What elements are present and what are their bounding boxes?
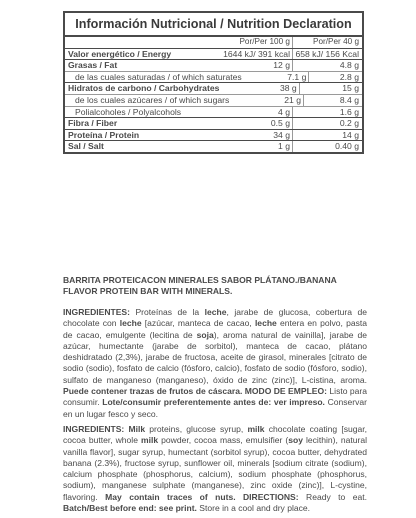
ingredient-text-bold: INGREDIENTES: bbox=[63, 307, 130, 317]
value-per-40g: 0.40 g bbox=[335, 141, 359, 152]
ingredient-text-bold: soja bbox=[196, 329, 214, 340]
product-name: BARRITA PROTEICACON MINERALES SABOR PLÁTANO./BANANA FLAVOR PROTEIN BAR WITH MINERALS. bbox=[63, 275, 337, 297]
ingredient-text-bold: May contain traces of nuts. DIRECTIONS: bbox=[105, 491, 299, 502]
ingredient-text: Listo para consumir. bbox=[63, 386, 367, 408]
value-per-100g: 4 g bbox=[204, 107, 293, 118]
nutrition-row bbox=[65, 83, 362, 95]
value-per-40g: 14 g bbox=[342, 129, 359, 140]
nutrient-label: Polialcoholes / Polyalcohols bbox=[75, 106, 182, 117]
ingredient-text-bold: leche bbox=[254, 318, 277, 329]
nutrition-row bbox=[65, 107, 362, 119]
ingredient-text: chocolate coating [sugar, cocoa butter, whole bbox=[63, 423, 367, 446]
ingredients-english bbox=[63, 424, 367, 514]
value-per-100g: 7.1 g bbox=[242, 72, 310, 83]
nutrition-row bbox=[65, 130, 362, 142]
ingredient-text: Conservar en un lugar fesco y seco. bbox=[63, 397, 367, 419]
col-header-100g: Por/Per 100 g bbox=[204, 37, 293, 48]
ingredient-text: ), aroma natural de vainilla], jarabe de azúcar, humectante (jarabe de sorbitol), manteca de cacao, plátano deshidratado (2,3%), jarabe de fructosa, aceite de girasol, minerales [citrato de sodio (sodio), fosfato de calcio (fósforo, calcio), fosfato de sodio (fósforo, sodio), sulfato de manganeso (manganeso), óxido de zinc (zinc)], L-cistina, aroma. bbox=[63, 329, 367, 385]
value-per-100g: 1 g bbox=[204, 141, 293, 152]
value-per-40g: 8.4 g bbox=[339, 94, 359, 105]
nutrient-label: Sal / Salt bbox=[68, 141, 104, 152]
nutrient-label: Fibra / Fiber bbox=[68, 118, 118, 129]
value-per-40g: 2.8 g bbox=[339, 71, 359, 82]
nutrition-table-title: Información Nutricional / Nutrition Declaration bbox=[65, 13, 362, 37]
nutrition-table-header bbox=[65, 37, 362, 49]
nutrient-label: de los cuales azúcares / of which sugars bbox=[75, 94, 230, 105]
nutrition-row bbox=[65, 49, 362, 61]
value-per-100g: 12 g bbox=[204, 60, 293, 71]
ingredient-text: Ready to eat. bbox=[298, 491, 367, 502]
nutrition-row bbox=[65, 118, 362, 130]
value-per-40g: 1.6 g bbox=[339, 106, 359, 117]
ingredient-text-bold: leche bbox=[119, 318, 142, 329]
ingredient-text: Proteínas de la bbox=[129, 307, 205, 317]
nutrient-label: Hidratos de carbono / Carbohydrates bbox=[68, 83, 220, 94]
col-header-40g: Por/Per 40 g bbox=[313, 37, 359, 46]
value-per-100g: 38 g bbox=[219, 83, 299, 94]
ingredient-text-bold: Puede contener trazas de frutos de cáscara. MODO DE EMPLEO: bbox=[63, 386, 327, 397]
nutrient-label: Grasas / Fat bbox=[68, 60, 118, 71]
value-per-40g: 658 kJ/ 156 Kcal bbox=[295, 48, 359, 59]
ingredient-text: lecithin), natural vanilla flavor], sugar syrup, humectant (sorbitol syrup), cocoa butter, dehydrated banana (2.3%), fructose syrup, sunflower oil, minerals [sodium citrate (sodium), calcium phosphate (phosphorus, calcium), sodium phosphate (phosphorus, sodium), manganese sulphate (manganese), zinc oxide (zinc)], L-cystine, flavoring. bbox=[63, 435, 367, 502]
nutrition-row bbox=[65, 60, 362, 72]
ingredients-spanish bbox=[63, 307, 367, 420]
ingredient-text: powder, cocoa mass, emulsifier ( bbox=[158, 435, 289, 446]
nutrient-label: Valor energético / Energy bbox=[68, 48, 172, 59]
ingredient-text-bold: milk bbox=[141, 435, 159, 446]
value-per-100g: 34 g bbox=[204, 130, 293, 141]
nutrition-row bbox=[65, 95, 362, 107]
ingredient-text-bold: soy bbox=[288, 435, 303, 446]
nutrient-label: de las cuales saturadas / of which saturates bbox=[75, 71, 242, 82]
value-per-40g: 4.8 g bbox=[339, 60, 359, 71]
ingredient-text-bold: Lote/consumir preferentemente antes de: ver impreso. bbox=[102, 397, 325, 408]
nutrient-label: Proteína / Protein bbox=[68, 129, 140, 140]
ingredients-section bbox=[63, 307, 367, 518]
nutrition-row bbox=[65, 141, 362, 152]
ingredient-text: [azúcar, manteca de cacao, bbox=[141, 318, 255, 329]
ingredient-text: proteins, glucose syrup, bbox=[145, 423, 248, 434]
value-per-40g: 15 g bbox=[342, 83, 359, 94]
nutrition-table bbox=[63, 11, 364, 154]
ingredient-text-bold: leche bbox=[204, 307, 227, 317]
header-label-cell bbox=[65, 37, 204, 48]
ingredient-text-bold: Batch/Best before end: see print. bbox=[63, 503, 197, 514]
value-per-40g: 0.2 g bbox=[339, 118, 359, 129]
nutrition-rows bbox=[65, 49, 362, 152]
ingredient-text: Store in a cool and dry place. bbox=[196, 503, 311, 514]
ingredient-text-bold: milk bbox=[247, 423, 265, 434]
ingredient-text-bold: INGREDIENTS: Milk bbox=[63, 423, 146, 434]
ingredient-text: entera en polvo, pasta de cacao, emulgente (lecitina de bbox=[63, 318, 367, 340]
nutrition-row bbox=[65, 72, 362, 84]
value-per-100g: 1644 kJ/ 391 kcal bbox=[204, 49, 293, 60]
ingredient-text: , jarabe de glucosa, cobertura de chocolate con bbox=[63, 307, 367, 329]
value-per-100g: 0.5 g bbox=[204, 118, 293, 129]
value-per-100g: 21 g bbox=[229, 95, 304, 106]
